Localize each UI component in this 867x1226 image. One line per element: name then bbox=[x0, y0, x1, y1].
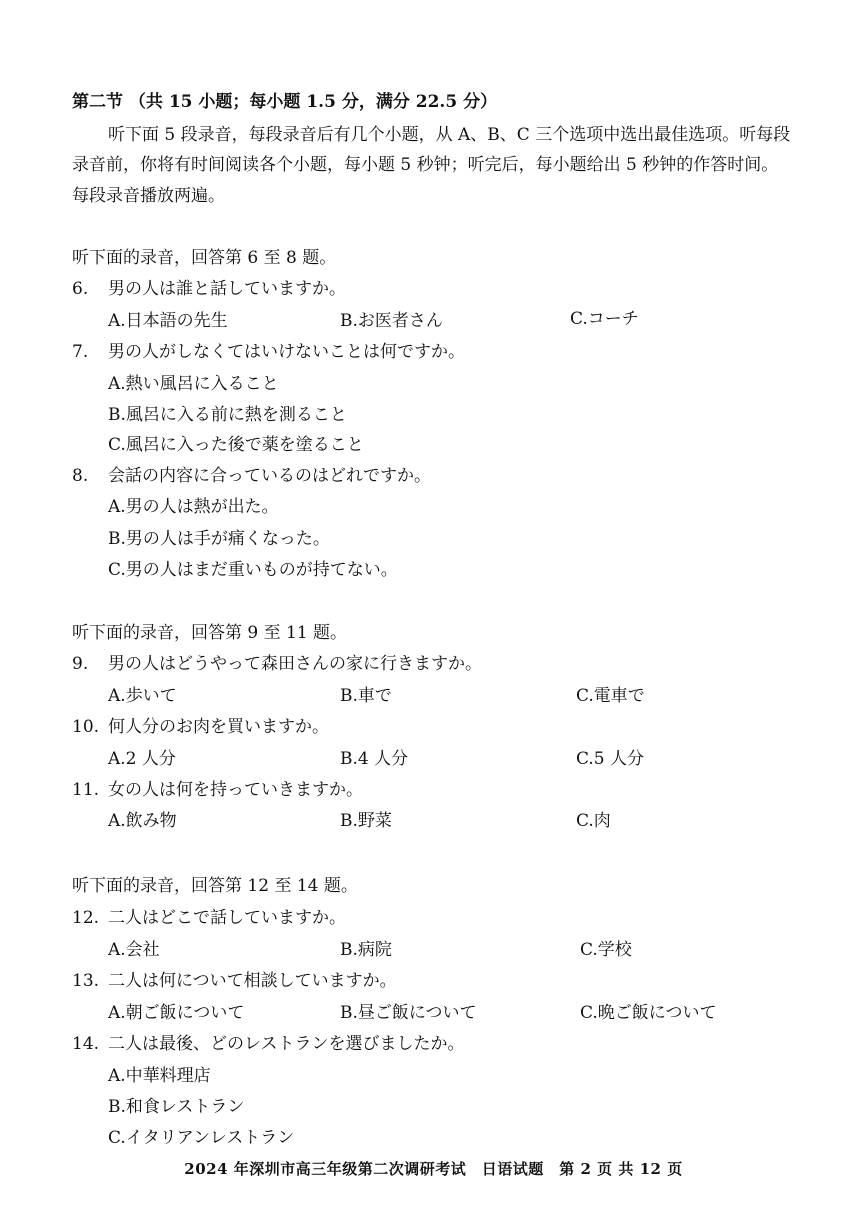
question-text: 二人は最後、どのレストランを選びましたか。 bbox=[108, 1034, 465, 1054]
question-number: 10. bbox=[72, 717, 100, 737]
option-b: B.野菜 bbox=[340, 811, 392, 831]
option-b: B.車で bbox=[340, 686, 392, 706]
option-a: A.朝ご飯について bbox=[108, 1003, 245, 1023]
option-a: A.会社 bbox=[108, 940, 160, 960]
question-number: 6. bbox=[72, 279, 89, 299]
option-b: B.病院 bbox=[340, 940, 392, 960]
page-footer: 2024 年深圳市高三年级第二次调研考试 日语试题 第 2 页 共 12 页 bbox=[184, 1160, 683, 1178]
question-text: 女の人は何を持っていきますか。 bbox=[108, 780, 363, 800]
option-a: A.男の人は熱が出た。 bbox=[108, 497, 279, 517]
question-text: 二人はどこで話していますか。 bbox=[108, 908, 346, 928]
option-b: B.昼ご飯について bbox=[340, 1003, 477, 1023]
question-text: 二人は何について相談していますか。 bbox=[108, 971, 397, 991]
option-a: A.中華料理店 bbox=[108, 1066, 211, 1086]
question-text: 男の人がしなくてはいけないことは何ですか。 bbox=[108, 342, 465, 362]
option-c: C.5 人分 bbox=[576, 749, 645, 769]
option-a: A.2 人分 bbox=[108, 749, 176, 769]
option-b: B.お医者さん bbox=[340, 311, 443, 331]
option-c: C.コーチ bbox=[570, 309, 639, 329]
option-c: C.風呂に入った後で薬を塗ること bbox=[108, 435, 364, 455]
question-text: 男の人はどうやって森田さんの家に行きますか。 bbox=[108, 654, 482, 674]
option-c: C.男の人はまだ重いものが持てない。 bbox=[108, 560, 398, 580]
option-c: C.イタリアンレストラン bbox=[108, 1128, 295, 1148]
option-c: C.学校 bbox=[580, 940, 632, 960]
question-number: 11. bbox=[72, 780, 100, 800]
section-title: 第二节 （共 15 小题；每小题 1.5 分，满分 22.5 分） bbox=[72, 92, 498, 112]
group-heading: 听下面的录音，回答第 6 至 8 题。 bbox=[72, 248, 337, 268]
instructions-line-2: 录音前，你将有时间阅读各个小题，每小题 5 秒钟；听完后，每小题给出 5 秒钟的作答时间。 bbox=[72, 155, 779, 175]
option-a: A.熱い風呂に入ること bbox=[108, 374, 279, 394]
option-b: B.4 人分 bbox=[340, 749, 409, 769]
question-number: 9. bbox=[72, 654, 89, 674]
question-text: 何人分のお肉を買いますか。 bbox=[108, 717, 329, 737]
question-number: 7. bbox=[72, 342, 89, 362]
question-number: 8. bbox=[72, 466, 89, 486]
option-c: C.電車で bbox=[576, 686, 645, 706]
question-number: 12. bbox=[72, 908, 100, 928]
option-b: B.男の人は手が痛くなった。 bbox=[108, 529, 330, 549]
option-c: C.晩ご飯について bbox=[580, 1003, 717, 1023]
option-c: C.肉 bbox=[576, 811, 611, 831]
option-b: B.和食レストラン bbox=[108, 1097, 245, 1117]
option-a: A.日本語の先生 bbox=[108, 311, 228, 331]
option-b: B.風呂に入る前に熱を測ること bbox=[108, 405, 347, 425]
question-number: 13. bbox=[72, 971, 100, 991]
group-heading: 听下面的录音，回答第 12 至 14 题。 bbox=[72, 876, 358, 896]
group-heading: 听下面的录音，回答第 9 至 11 题。 bbox=[72, 623, 348, 643]
question-number: 14. bbox=[72, 1034, 100, 1054]
option-a: A.歩いて bbox=[108, 686, 177, 706]
instructions-line-1: 听下面 5 段录音，每段录音后有几个小题，从 A、B、C 三个选项中选出最佳选项。听每段 bbox=[108, 125, 791, 145]
question-text: 男の人は誰と話していますか。 bbox=[108, 279, 346, 299]
option-a: A.飲み物 bbox=[108, 811, 177, 831]
question-text: 会話の内容に合っているのはどれですか。 bbox=[108, 466, 431, 486]
instructions-line-3: 每段录音播放两遍。 bbox=[72, 186, 225, 206]
